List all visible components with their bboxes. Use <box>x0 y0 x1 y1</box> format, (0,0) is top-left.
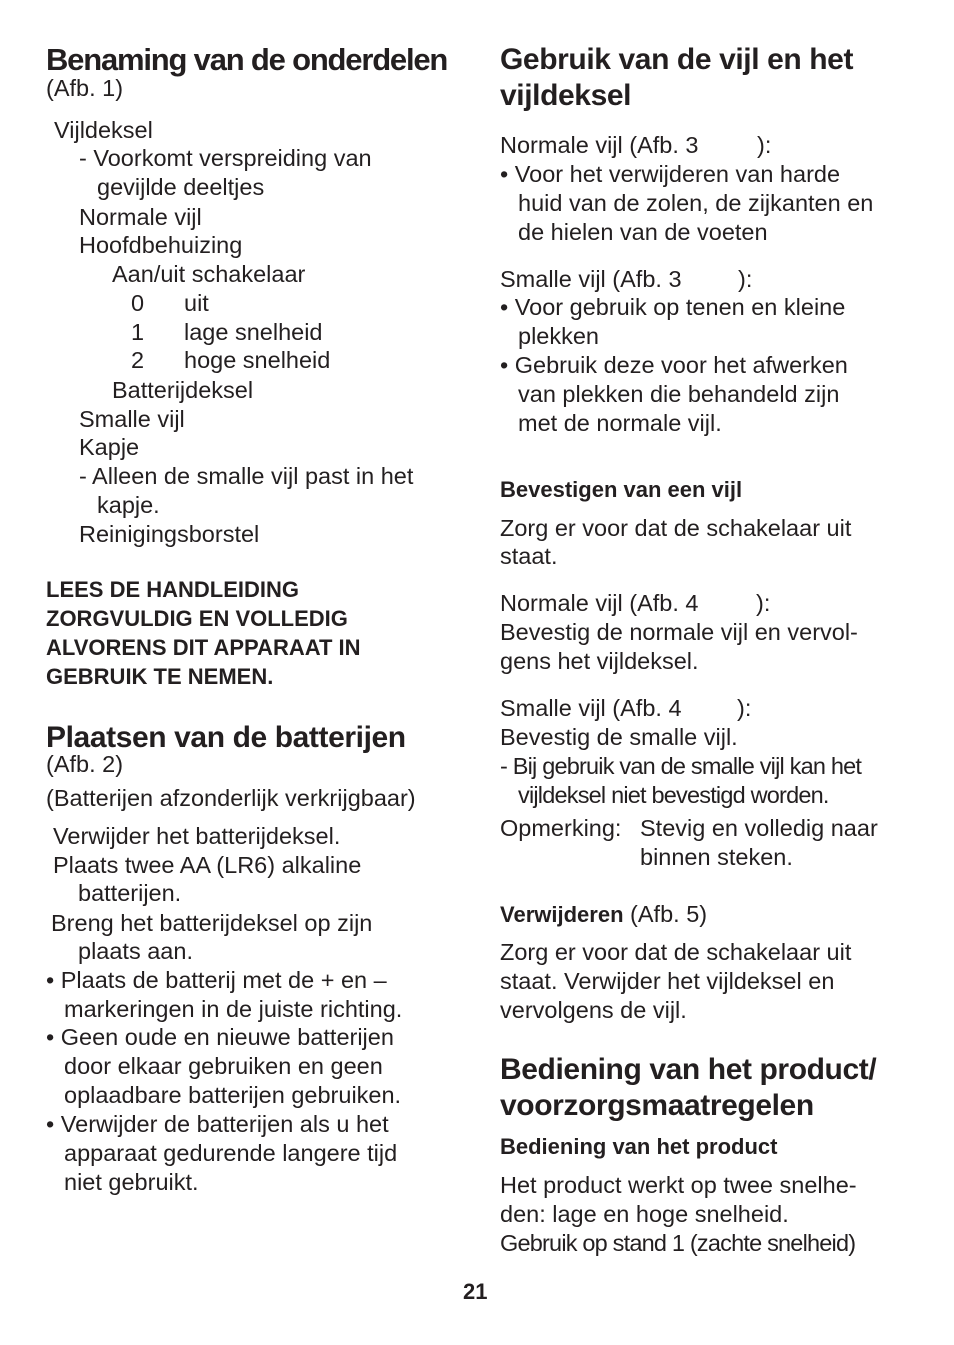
part-note: gevijlde deeltjes <box>97 174 265 200</box>
attach-normal-label: Normale vijl (Afb. 4 <box>500 590 699 616</box>
part-item: Kapje <box>79 434 140 460</box>
narrow-file-line: • Gebruik deze voor het afwerken <box>500 352 848 378</box>
battery-fig-ref: (Afb. 2) <box>46 751 124 777</box>
attach-heading: Bevestigen van een vijl <box>500 477 743 502</box>
remark-line: Stevig en volledig naar <box>640 815 878 841</box>
part-note: - Alleen de smalle vijl past in het <box>79 463 414 489</box>
narrow-file-label-close: ): <box>738 266 753 292</box>
normal-file-line: de hielen van de voeten <box>518 219 768 245</box>
attach-narrow-note: - Bij gebruik van de smalle vijl kan het <box>500 753 862 779</box>
switch-position-number: 1 <box>131 319 145 345</box>
battery-bullet: oplaadbare batterijen gebruiken. <box>64 1082 402 1108</box>
operation-heading: voorzorgsmaatregelen <box>500 1089 814 1122</box>
normal-file-label-close: ): <box>757 132 772 158</box>
warning-line: ALVORENS DIT APPARAAT IN <box>46 635 361 660</box>
switch-position-label: lage snelheid <box>184 319 323 345</box>
normal-file-line: • Voor het verwijderen van harde <box>500 161 841 187</box>
remove-heading-line <box>500 900 707 929</box>
battery-bullet: • Verwijder de batterijen als u het <box>46 1111 389 1137</box>
remove-heading: Verwijderen <box>500 902 624 927</box>
battery-bullet: markeringen in de juiste richting. <box>64 996 403 1022</box>
battery-note: (Batterijen afzonderlijk verkrijgbaar) <box>46 785 416 811</box>
battery-bullet: niet gebruikt. <box>64 1169 199 1195</box>
battery-step: plaats aan. <box>78 938 193 964</box>
use-heading: vijldeksel <box>500 79 632 112</box>
part-item: Normale vijl <box>79 204 202 230</box>
battery-bullet: apparaat gedurende langere tijd <box>64 1140 398 1166</box>
parts-fig-ref: (Afb. 1) <box>46 75 124 101</box>
operation-heading: Bediening van het product/ <box>500 1053 877 1086</box>
part-item: Reinigingsborstel <box>79 521 260 547</box>
battery-step: Verwijder het batterijdeksel. <box>53 823 341 849</box>
part-item: Vijldeksel <box>54 117 153 143</box>
parts-heading: Benaming van de onderdelen <box>46 42 448 77</box>
attach-intro-line: Zorg er voor dat de schakelaar uit <box>500 515 852 541</box>
warning-line: LEES DE HANDLEIDING <box>46 577 300 602</box>
part-item: Hoofdbehuizing <box>79 232 243 258</box>
remove-line: Zorg er voor dat de schakelaar uit <box>500 939 852 965</box>
attach-normal-line: gens het vijldeksel. <box>500 648 699 674</box>
narrow-file-line: van plekken die behandeld zijn <box>518 381 840 407</box>
narrow-file-line: met de normale vijl. <box>518 410 722 436</box>
part-item: Batterijdeksel <box>112 377 254 403</box>
battery-bullet: • Plaats de batterij met de + en – <box>46 967 387 993</box>
attach-narrow-label-close: ): <box>737 695 752 721</box>
switch-position-label: uit <box>184 290 209 316</box>
battery-step: batterijen. <box>78 880 182 906</box>
attach-normal-line: Bevestig de normale vijl en vervol- <box>500 619 858 645</box>
use-heading: Gebruik van de vijl en het <box>500 43 854 76</box>
narrow-file-line: • Voor gebruik op tenen en kleine <box>500 294 846 320</box>
attach-narrow-note: vijldeksel niet bevestigd worden. <box>518 782 829 808</box>
remove-fig-ref: (Afb. 5) <box>630 901 708 927</box>
attach-narrow-line: Bevestig de smalle vijl. <box>500 724 738 750</box>
remove-line: staat. Verwijder het vijldeksel en <box>500 968 835 994</box>
switch-position-number: 0 <box>131 290 145 316</box>
part-note: kapje. <box>97 492 160 518</box>
battery-step: Plaats twee AA (LR6) alkaline <box>53 852 362 878</box>
remark-line: binnen steken. <box>640 844 793 870</box>
part-item: Smalle vijl <box>79 406 185 432</box>
switch-position-label: hoge snelheid <box>184 347 331 373</box>
warning-line: ZORGVULDIG EN VOLLEDIG <box>46 606 348 631</box>
operation-subheading: Bediening van het product <box>500 1134 778 1159</box>
part-item: Aan/uit schakelaar <box>112 261 306 287</box>
remark-label: Opmerking: <box>500 815 622 841</box>
switch-position-number: 2 <box>131 347 145 373</box>
attach-normal-label-close: ): <box>756 590 771 616</box>
part-note: - Voorkomt verspreiding van <box>79 145 372 171</box>
normal-file-line: huid van de zolen, de zijkanten en <box>518 190 874 216</box>
remove-line: vervolgens de vijl. <box>500 997 687 1023</box>
operation-line: Gebruik op stand 1 (zachte snelheid) <box>500 1230 856 1256</box>
operation-line: Het product werkt op twee snelhe- <box>500 1172 857 1198</box>
attach-intro-line: staat. <box>500 543 558 569</box>
normal-file-label: Normale vijl (Afb. 3 <box>500 132 699 158</box>
battery-bullet: • Geen oude en nieuwe batterijen <box>46 1024 394 1050</box>
operation-line: den: lage en hoge snelheid. <box>500 1201 789 1227</box>
page-number: 21 <box>463 1279 488 1304</box>
warning-line: GEBRUIK TE NEMEN. <box>46 664 274 689</box>
battery-step: Breng het batterijdeksel op zijn <box>51 910 373 936</box>
attach-narrow-label: Smalle vijl (Afb. 4 <box>500 695 682 721</box>
narrow-file-label: Smalle vijl (Afb. 3 <box>500 266 682 292</box>
battery-heading: Plaatsen van de batterijen <box>46 721 406 754</box>
battery-bullet: door elkaar gebruiken en geen <box>64 1053 383 1079</box>
narrow-file-line: plekken <box>518 323 599 349</box>
